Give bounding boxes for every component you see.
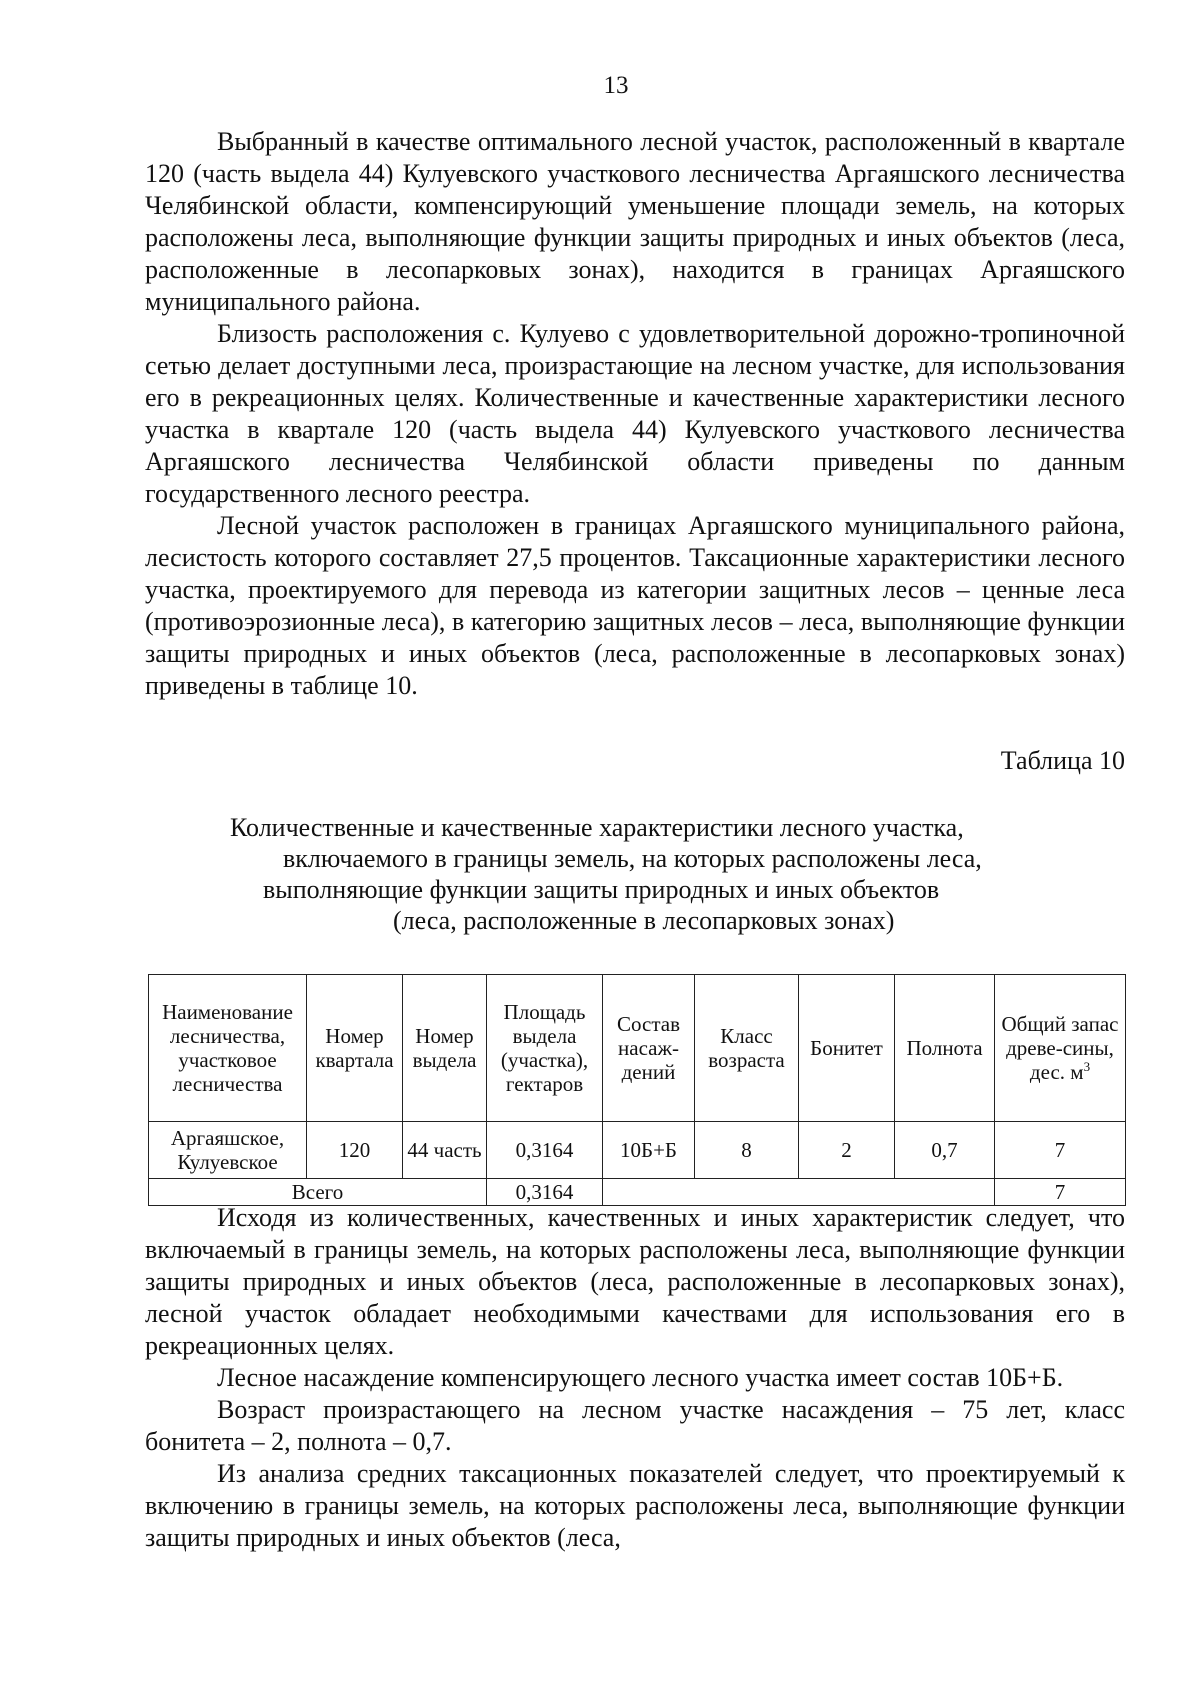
table-title [145, 812, 1125, 936]
paragraph: Лесное насаждение компенсирующего лесного участка имеет состав 10Б+Б. [217, 1363, 1064, 1392]
cell-total-area: 0,3164 [487, 1179, 603, 1206]
cell-quarter: 120 [307, 1122, 403, 1179]
table-label: Таблица 10 [1000, 746, 1125, 775]
cell-total-label: Всего [149, 1179, 487, 1206]
paragraph: Возраст произрастающего на лесном участке насаждения – 75 лет, класс бонитета – 2, полнота – 0,7. [145, 1395, 1125, 1456]
intro-text [145, 126, 1125, 702]
header-composition: Состав насаж-дений [603, 975, 695, 1122]
header-density: Полнота [895, 975, 995, 1122]
header-quarter: Номер квартала [307, 975, 403, 1122]
table-title-line: выполняющие функции защиты природных и иных объектов [263, 875, 940, 904]
header-area: Площадь выдела (участка), гектаров [487, 975, 603, 1122]
header-stock [995, 975, 1126, 1122]
header-bonitet: Бонитет [799, 975, 895, 1122]
paragraph: Лесной участок расположен в границах Аргаяшского муниципального района, лесистость которого составляет 27,5 процентов. Таксационные характеристики лесного участка, проектируемого для перевода из категории защитных лесов – ценные леса (противоэрозионные леса), в категорию защитных лесов – леса, выполняющие функции защиты природных и иных объектов (леса, расположенные в лесопарковых зонах) приведены в таблице 10. [145, 511, 1125, 700]
paragraph: Исходя из количественных, качественных и иных характеристик следует, что включаемый в границы земель, на которых расположены леса, выполняющие функции защиты природных и иных объектов (леса, расположенные в лесопарковых зонах), лесной участок обладает необходимыми качествами для использования его в рекреационных целях. [145, 1203, 1125, 1360]
page-number: 13 [603, 72, 629, 99]
header-forestry: Наименование лесничества, участковое лесничества [149, 975, 307, 1122]
header-stock-label: Общий запас древе-сины, дес. м [1001, 1012, 1119, 1084]
conclusion-text [145, 1202, 1125, 1554]
table-title-line: Количественные и качественные характеристики лесного участка, [230, 813, 964, 842]
cell-allotment: 44 часть [403, 1122, 487, 1179]
table-title-line: включаемого в границы земель, на которых расположены леса, [283, 844, 982, 873]
cell-area: 0,3164 [487, 1122, 603, 1179]
cell-forestry: Аргаяшское, Кулуевское [149, 1122, 307, 1179]
paragraph: Выбранный в качестве оптимального лесной участок, расположенный в квартале 120 (часть выдела 44) Кулуевского участкового лесничества Аргаяшского лесничества Челябинской области, компенсирующий уменьшение площади земель, на которых расположены леса, выполняющие функции защиты природных и иных объектов (леса, расположенные в лесопарковых зонах), находится в границах Аргаяшского муниципального района. [145, 127, 1125, 316]
cell-bonitet: 2 [799, 1122, 895, 1179]
forest-characteristics-table [148, 974, 1126, 1206]
cell-age-class: 8 [695, 1122, 799, 1179]
table-title-line: (леса, расположенные в лесопарковых зонах) [393, 906, 895, 935]
header-allotment: Номер выдела [403, 975, 487, 1122]
table-header-row [149, 975, 1126, 1122]
cell-total-stock: 7 [995, 1179, 1126, 1206]
table-row [149, 1122, 1126, 1179]
paragraph: Из анализа средних таксационных показателей следует, что проектируемый к включению в границы земель, на которых расположены леса, выполняющие функции защиты природных и иных объектов (леса, [145, 1459, 1125, 1552]
paragraph: Близость расположения с. Кулуево с удовлетворительной дорожно-тропиночной сетью делает доступными леса, произрастающие на лесном участке, для использования его в рекреационных целях. Количественные и качественные характеристики лесного участка в квартале 120 (часть выдела 44) Кулуевского участкового лесничества Аргаяшского лесничества Челябинской области приведены по данным государственного лесного реестра. [145, 319, 1125, 508]
cell-composition: 10Б+Б [603, 1122, 695, 1179]
header-stock-sup: 3 [1083, 1059, 1091, 1074]
cell-density: 0,7 [895, 1122, 995, 1179]
header-age-class: Класс возраста [695, 975, 799, 1122]
cell-stock: 7 [995, 1122, 1126, 1179]
